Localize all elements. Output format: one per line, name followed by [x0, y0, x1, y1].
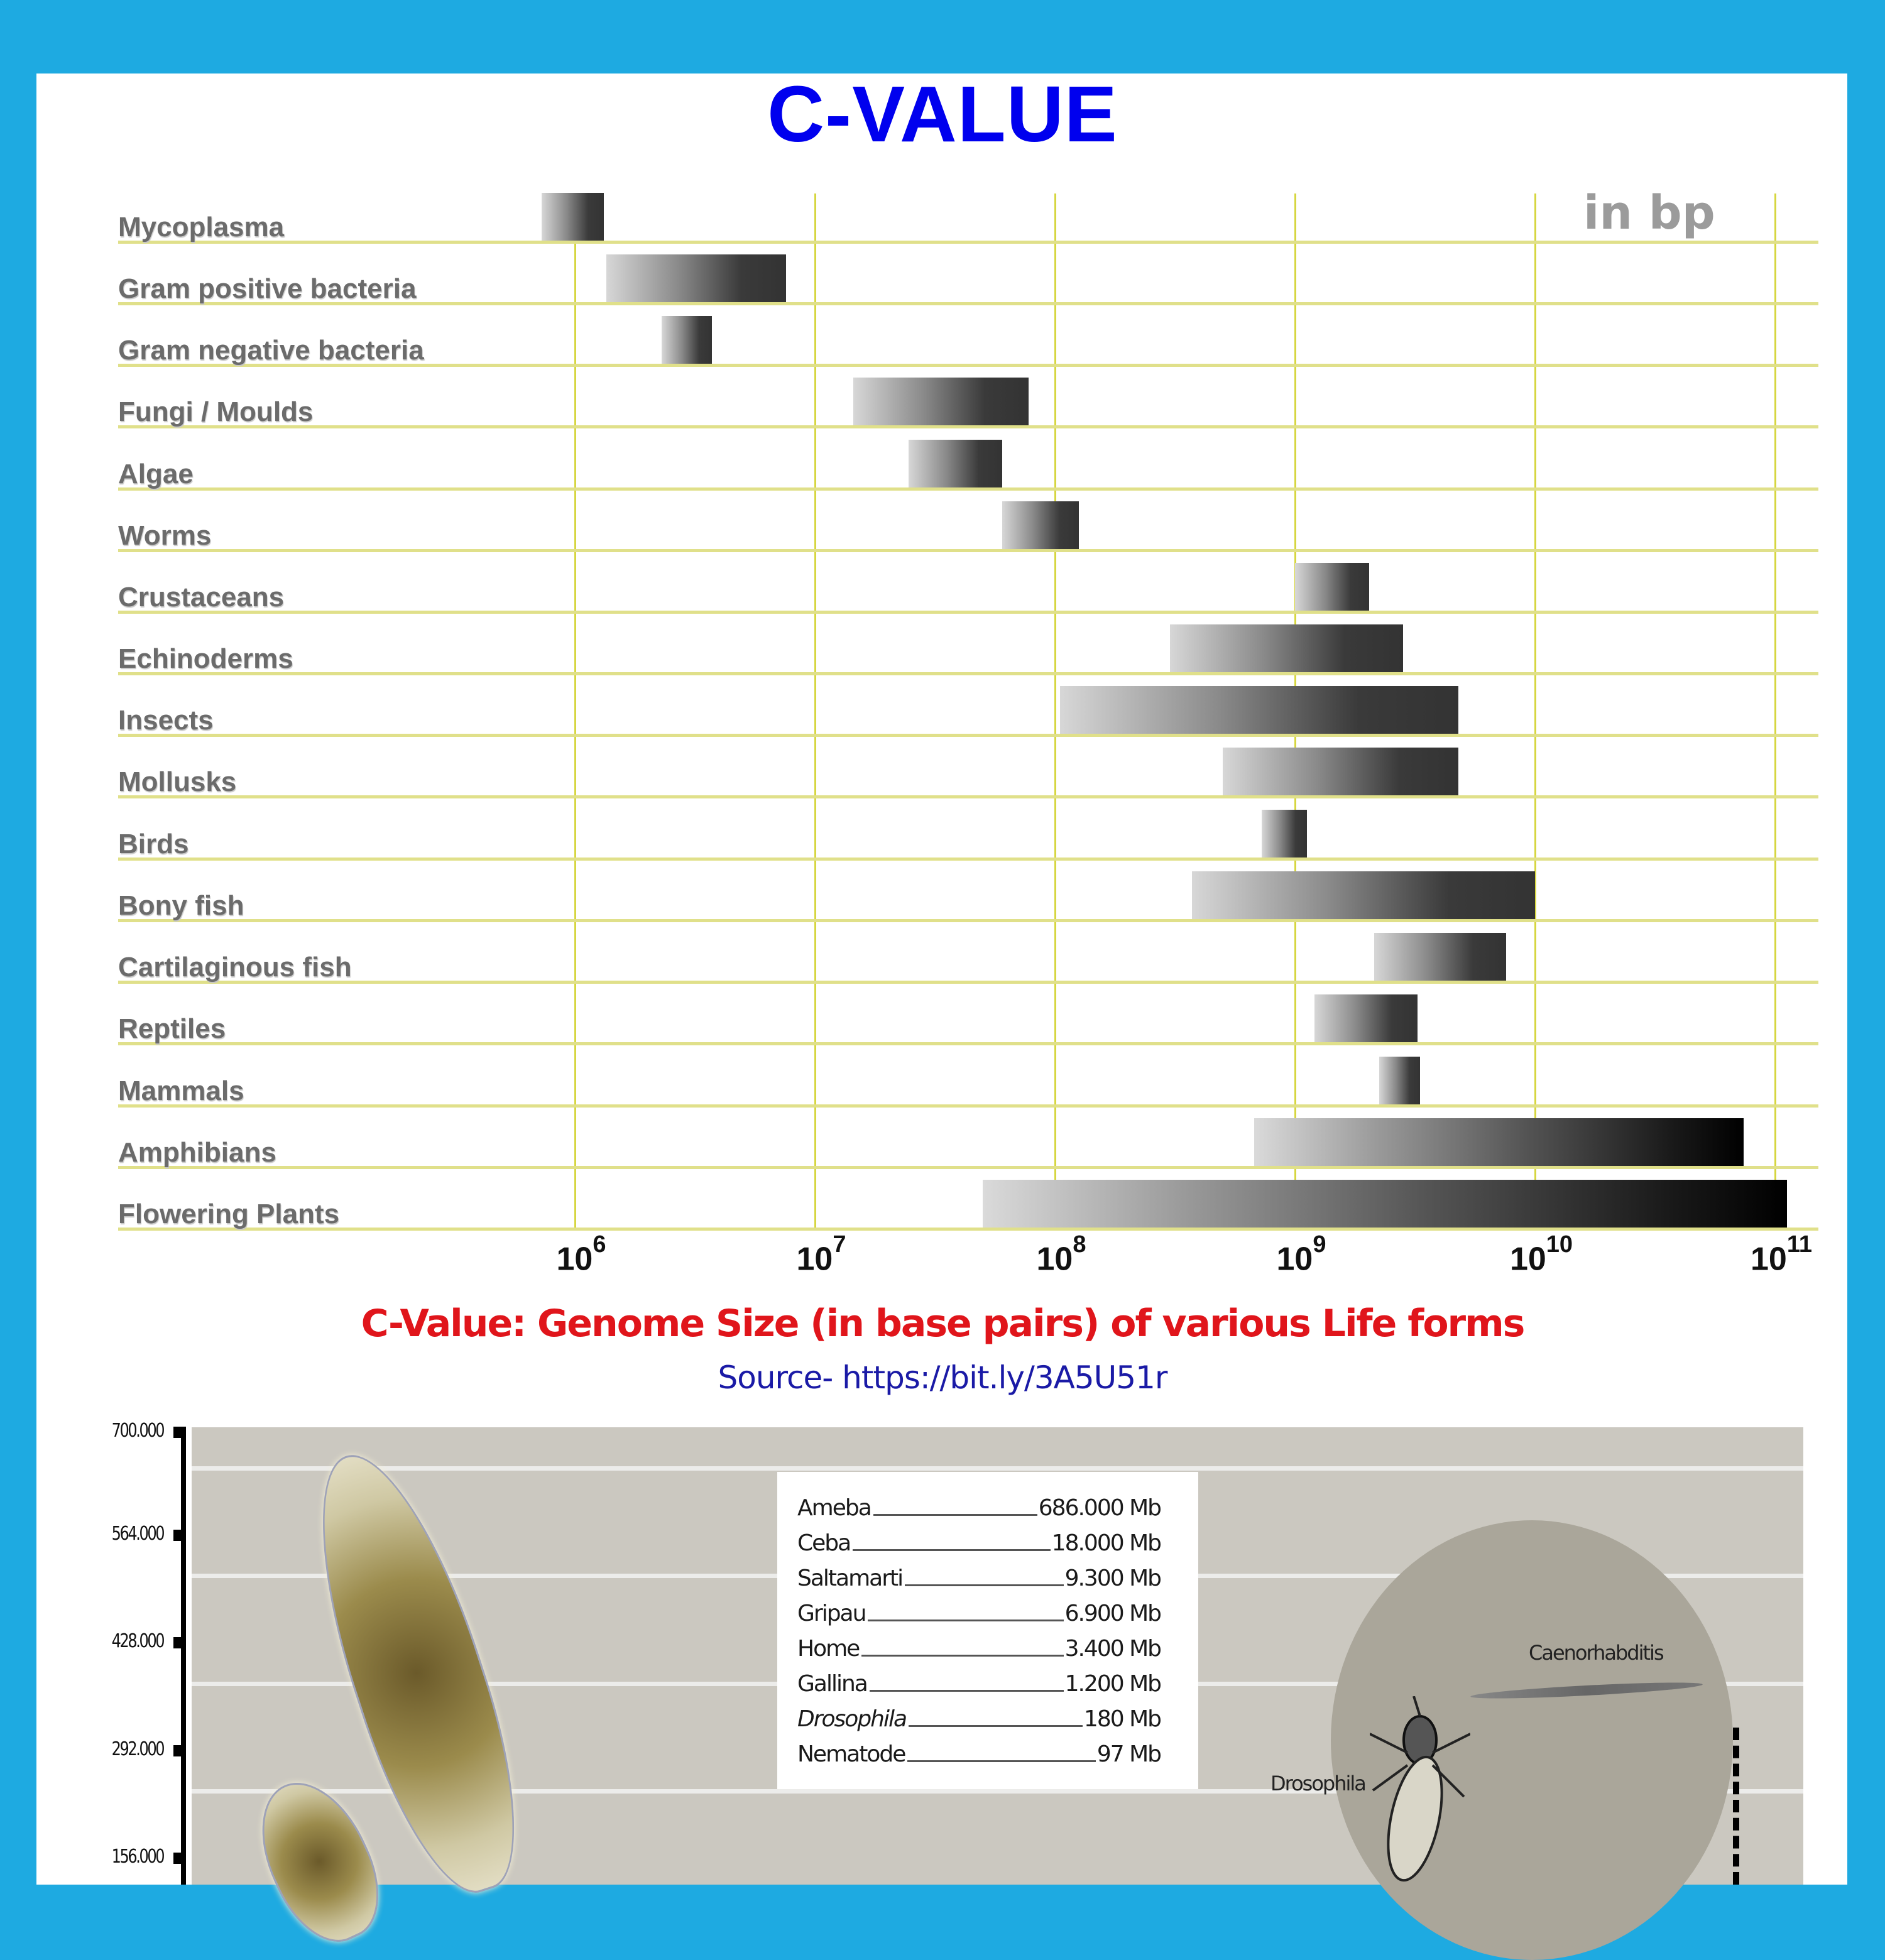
gridline-vertical [1054, 193, 1056, 1230]
tick-exponent: 11 [1786, 1231, 1813, 1258]
y-tick [173, 1745, 186, 1756]
row-label: Insects [118, 705, 214, 736]
range-bar [1060, 686, 1458, 734]
gridline-vertical [814, 193, 816, 1230]
tick-exponent: 6 [593, 1231, 606, 1258]
gridline-vertical [574, 193, 576, 1230]
genome-size-value: 686.000 Mb [1038, 1495, 1161, 1521]
legend-row [797, 1667, 1161, 1697]
range-bar [1002, 501, 1079, 549]
genome-size-value: 9.300 Mb [1064, 1565, 1161, 1591]
organism-name: Ameba [797, 1495, 871, 1521]
organism-name: Nematode [797, 1741, 905, 1767]
row-label: Bony fish [118, 890, 244, 921]
tick-exponent: 10 [1546, 1231, 1573, 1258]
chart-caption: C-Value: Genome Size (in base pairs) of various Life forms [361, 1302, 1524, 1346]
y-tick-label: 292.000 [111, 1738, 163, 1760]
tick-base: 10 [1276, 1241, 1313, 1278]
x-tick-label [1276, 1231, 1326, 1278]
gridline-horizontal [118, 672, 1818, 675]
organism-name: Saltamarti [797, 1565, 903, 1591]
range-bar [1223, 748, 1458, 795]
range-bar [1374, 933, 1506, 981]
tick-base: 10 [1750, 1241, 1787, 1278]
gridline-vertical [1774, 193, 1776, 1230]
leader-line [853, 1549, 1050, 1551]
legend-row [797, 1702, 1161, 1732]
gridline-horizontal [118, 549, 1818, 552]
row-label: Mycoplasma [118, 212, 285, 242]
row-label: Mammals [118, 1075, 244, 1106]
organism-name: Gripau [797, 1601, 866, 1626]
range-bar [1192, 871, 1535, 919]
range-bar [1295, 563, 1369, 611]
tick-base: 10 [556, 1241, 593, 1278]
unit-label: in bp [1583, 186, 1715, 240]
tick-exponent: 7 [833, 1231, 846, 1258]
y-tick [173, 1530, 186, 1541]
row-label: Algae [118, 459, 194, 489]
genome-size-value: 3.400 Mb [1064, 1636, 1161, 1662]
gridline-horizontal [118, 1042, 1818, 1045]
tick-exponent: 9 [1313, 1231, 1326, 1258]
legend-row [797, 1596, 1161, 1626]
x-tick-label [1750, 1231, 1813, 1278]
range-bar [662, 316, 712, 364]
organism-name: Gallina [797, 1671, 867, 1697]
gridline-horizontal [118, 425, 1818, 428]
genome-size-value: 97 Mb [1096, 1741, 1161, 1767]
y-tick [173, 1637, 186, 1648]
leader-line [868, 1620, 1063, 1621]
row-label: Cartilaginous fish [118, 952, 352, 983]
gridline-horizontal [118, 795, 1818, 798]
tick-base: 10 [796, 1241, 833, 1278]
tick-base: 10 [1509, 1241, 1546, 1278]
row-label: Reptiles [118, 1013, 226, 1044]
organism-name: Drosophila [797, 1706, 907, 1732]
leader-line [907, 1760, 1095, 1762]
organism-name: Home [797, 1636, 860, 1662]
range-bar [1262, 810, 1308, 858]
tick-base: 10 [1036, 1241, 1073, 1278]
gridline-horizontal [118, 241, 1818, 244]
row-label: Crustaceans [118, 582, 285, 612]
x-tick-label [556, 1231, 606, 1278]
y-tick-label: 428.000 [111, 1630, 163, 1652]
row-label: Gram positive bacteria [118, 273, 417, 304]
legend-row [797, 1737, 1161, 1767]
range-bar [983, 1180, 1787, 1228]
leader-line [909, 1725, 1083, 1727]
genome-size-value: 6.900 Mb [1064, 1601, 1161, 1626]
gridline-horizontal [118, 611, 1818, 614]
range-bar [1170, 624, 1403, 672]
source-link[interactable]: Source- https://bit.ly/3A5U51r [718, 1359, 1167, 1396]
range-bar [1254, 1118, 1744, 1166]
row-label: Amphibians [118, 1137, 276, 1168]
genome-size-legend [777, 1472, 1198, 1789]
y-tick [173, 1427, 186, 1438]
range-bar [606, 254, 787, 302]
row-label: Fungi / Moulds [118, 396, 314, 427]
leader-line [873, 1514, 1037, 1516]
gridline-vertical [1534, 193, 1536, 1230]
genome-size-value: 18.000 Mb [1051, 1530, 1161, 1556]
row-label: Mollusks [118, 766, 237, 797]
gridline-horizontal [118, 1166, 1818, 1169]
x-tick-label [1036, 1231, 1086, 1278]
gridline-horizontal [118, 919, 1818, 922]
fruit-fly-icon [1370, 1696, 1470, 1885]
y-tick [173, 1853, 186, 1864]
legend-row [797, 1561, 1161, 1591]
row-label: Birds [118, 829, 189, 859]
range-bar [853, 378, 1029, 425]
gridline-horizontal [118, 981, 1818, 984]
y-tick-label: 156.000 [111, 1846, 163, 1868]
row-label: Worms [118, 520, 212, 551]
range-bar [1379, 1057, 1420, 1104]
tick-exponent: 8 [1073, 1231, 1086, 1258]
leader-line [861, 1655, 1063, 1657]
leader-line [905, 1584, 1063, 1586]
gridline-horizontal [118, 487, 1818, 491]
dashed-marker [1733, 1728, 1739, 1885]
range-bar [542, 193, 604, 241]
y-tick-label: 564.000 [111, 1523, 163, 1545]
legend-row [797, 1631, 1161, 1662]
x-tick-label [1509, 1231, 1573, 1278]
drosophila-label: Drosophila [1270, 1772, 1365, 1795]
y-tick-label: 700.000 [111, 1420, 163, 1442]
range-bar [1314, 994, 1418, 1042]
gridline [192, 1466, 1803, 1471]
genome-size-value: 1.200 Mb [1064, 1671, 1161, 1697]
row-label: Gram negative bacteria [118, 335, 424, 366]
page-title: C-VALUE [767, 70, 1118, 158]
organism-name: Ceba [797, 1530, 851, 1556]
gridline-horizontal [118, 734, 1818, 737]
y-axis-line [181, 1427, 186, 1885]
gridline-horizontal [118, 1228, 1818, 1231]
gridline-horizontal [118, 1104, 1818, 1108]
range-bar [909, 440, 1002, 487]
x-tick-label [796, 1231, 846, 1278]
caenorhabditis-label: Caenorhabditis [1529, 1641, 1663, 1665]
legend-row [797, 1491, 1161, 1521]
row-label: Echinoderms [118, 643, 293, 674]
leader-line [870, 1690, 1064, 1692]
gridline-horizontal [118, 858, 1818, 861]
row-label: Flowering Plants [118, 1199, 340, 1229]
genome-size-value: 180 Mb [1083, 1706, 1161, 1732]
legend-row [797, 1526, 1161, 1556]
